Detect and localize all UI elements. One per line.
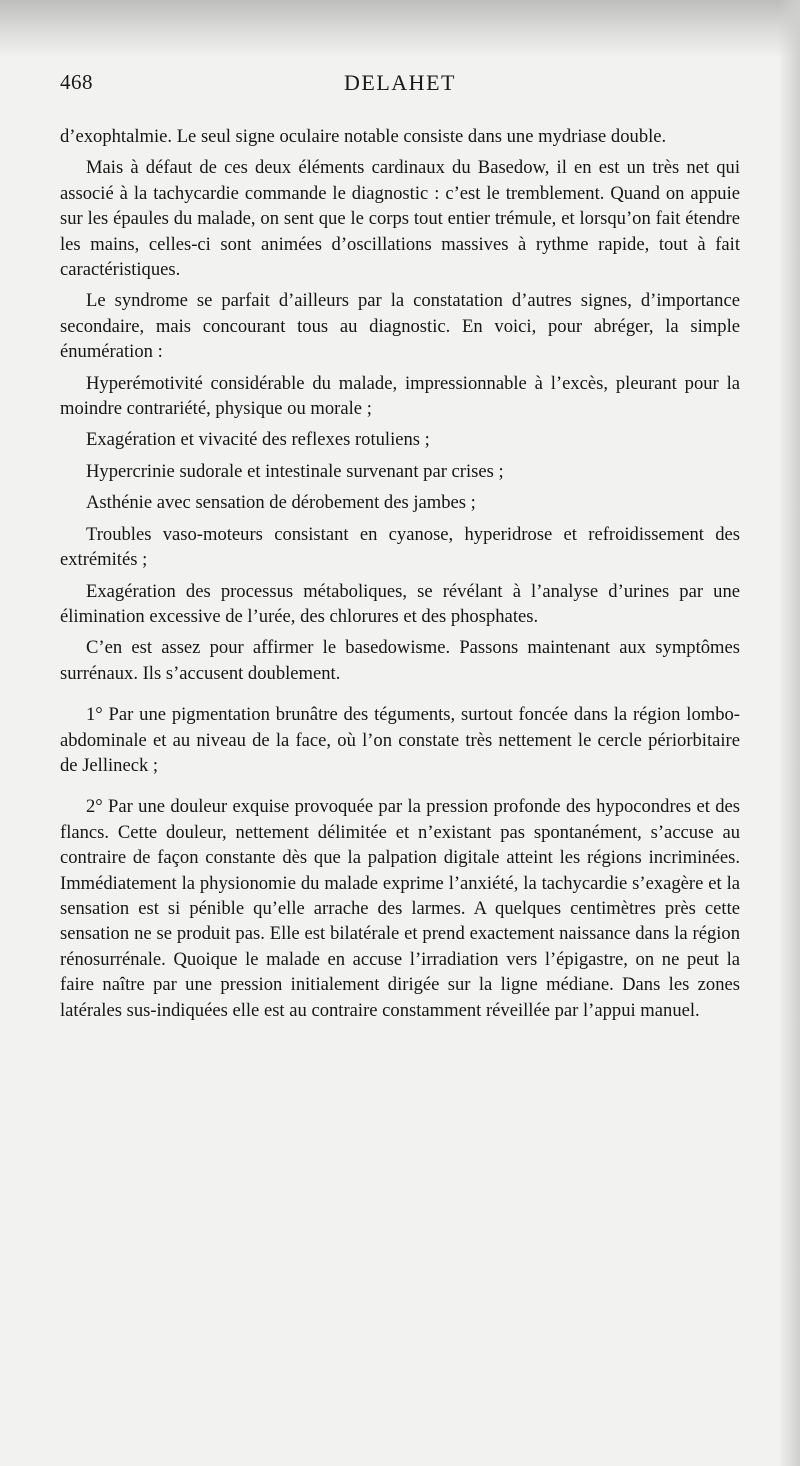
list-item: Troubles vaso-moteurs consistant en cyanose, hyperidrose et refroidissement des extrémités ; [60, 523, 740, 571]
numbered-paragraph: 2° Par une douleur exquise provoquée par la pression profonde des hypocondres et des flancs. Cette douleur, nettement délimitée et n’existant pas spontanément, s’accuse au contraire de façon constante dès que la palpation digitale atteint les régions incriminées. Immédiatement la physionomie du malade exprime l’anxiété, la tachycardie s’exagère et la sensation est si pénible qu’elle arrache des larmes. A quelques centimètres près cette sensation ne se produit pas. Elle est bilatérale et prend exactement naissance dans la région rénosurrénale. Quoique le malade en accuse l’irradiation vers l’épigastre, on ne peut la faire naître par une pression initialement dirigée sur la ligne médiane. Dans les zones latérales sus-indiquées elle est au contraire constamment réveillée par l’appui manuel. [60, 796, 740, 1021]
paragraph: Mais à défaut de ces deux éléments cardinaux du Basedow, il en est un très net qui associé à la tachycardie commande le diagnostic : c’est le tremblement. Quand on appuie sur les épaules du malade, on sent que le corps tout entier trémule, et lorsqu’on fait étendre les mains, celles-ci sont animées d’oscillations massives à rythme rapide, tout à fait caractéristiques. [60, 157, 740, 281]
list-item: Asthénie avec sensation de dérobement des jambes ; [86, 492, 476, 514]
scan-shadow-right [778, 0, 800, 1466]
body-text [60, 124, 740, 1029]
paragraph: Le syndrome se parfait d’ailleurs par la constatation d’autres signes, d’importance secondaire, mais concourant tous au diagnostic. En voici, pour abréger, la simple énumération : [60, 290, 740, 363]
paragraph: C’en est assez pour affirmer le basedowisme. Passons maintenant aux symptômes surrénaux. Ils s’accusent doublement. [60, 637, 740, 684]
scan-shadow-top [0, 0, 800, 58]
list-item: Hyperémotivité considérable du malade, impressionnable à l’excès, pleurant pour la moindre contrariété, physique ou morale ; [60, 372, 740, 420]
page-number: 468 [60, 70, 93, 94]
running-head: DELAHET [344, 70, 456, 95]
paragraph: d’exophtalmie. Le seul signe oculaire notable consiste dans une mydriase double. [60, 126, 667, 147]
numbered-paragraph: 1° Par une pigmentation brunâtre des téguments, surtout foncée dans la région lombo-abdominale et au niveau de la face, où l’on constate très nettement le cercle périorbitaire de Jellineck ; [60, 704, 740, 776]
list-item: Exagération des processus métaboliques, se révélant à l’analyse d’urines par une élimination excessive de l’urée, des chlorures et des phosphates. [60, 580, 740, 627]
list-item: Exagération et vivacité des reflexes rotuliens ; [86, 429, 430, 451]
page-header [60, 64, 740, 104]
list-item: Hypercrinie sudorale et intestinale survenant par crises ; [86, 460, 504, 482]
